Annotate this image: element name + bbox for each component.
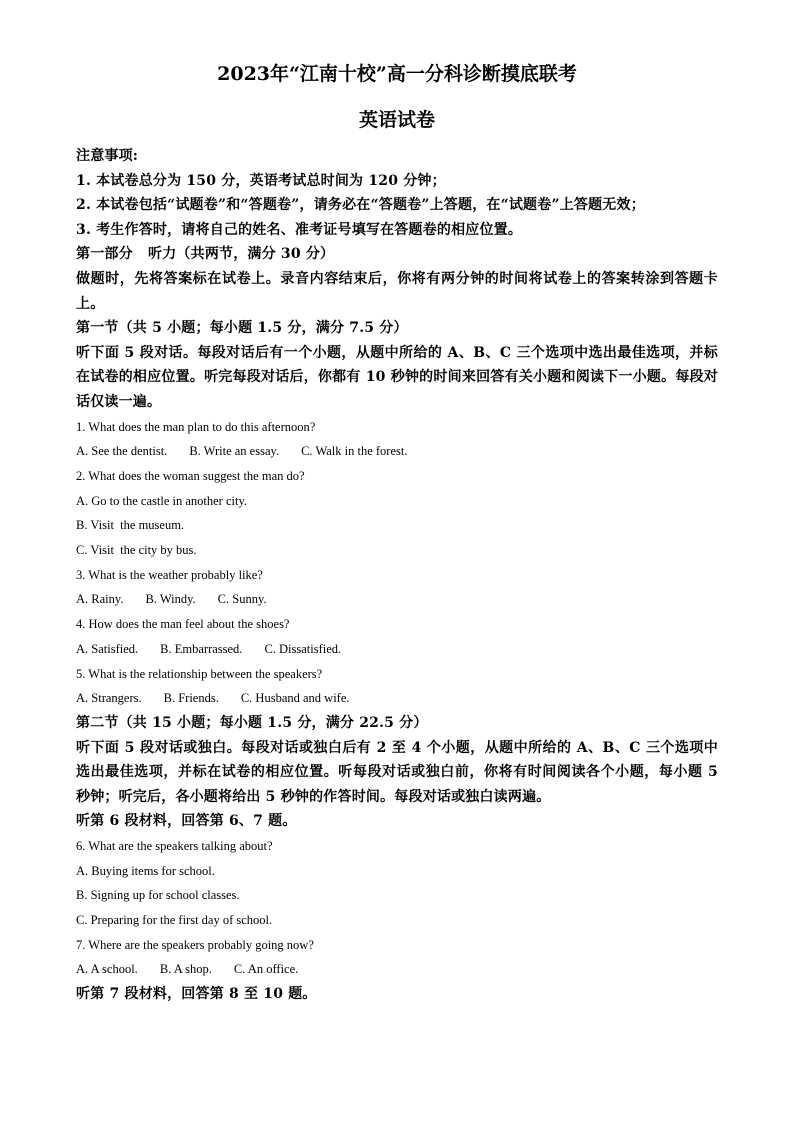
material-6-heading: 听第 6 段材料，回答第 6、7 题。 bbox=[76, 813, 297, 830]
notice-item-1: 1. 本试卷总分为 150 分，英语考试总时间为 120 分钟； bbox=[76, 172, 446, 189]
question-1: 1. What does the man plan to do this afternoon? bbox=[76, 419, 316, 434]
section1-instruction: 听下面 5 段对话。每段对话后有一个小题，从题中所给的 A、B、C 三个选项中选出最佳选项，并标在试卷的相应位置。听完每段对话后，你都有 10 秒钟的时间来回答有关小题和阅读下一小题。每段对话仅读一遍。 bbox=[76, 344, 718, 410]
option-a: A. Rainy. bbox=[76, 592, 124, 607]
question-4-options bbox=[76, 637, 718, 662]
question-6: 6. What are the speakers talking about? bbox=[76, 838, 273, 853]
question-5: 5. What is the relationship between the speakers? bbox=[76, 666, 323, 681]
notice-heading: 注意事项: bbox=[76, 148, 139, 164]
section2-instruction: 听下面 5 段对话或独白。每段对话或独白后有 2 至 4 个小题，从题中所给的 A、B、C 三个选项中选出最佳选项，并标在试卷的相应位置。听每段对话或独白前，你将有时间阅读各个小题，每小题 5 秒钟；听完后，各小题将给出 5 秒钟的作答时间。每段对话或独白读两遍。 bbox=[76, 739, 718, 805]
option-b: B. Write an essay. bbox=[189, 444, 280, 459]
section1-heading: 第一节（共 5 小题；每小题 1.5 分，满分 7.5 分） bbox=[76, 320, 408, 337]
option-c: C. Preparing for the first day of school. bbox=[76, 913, 273, 928]
option-b: B. Visit the museum. bbox=[76, 518, 185, 533]
option-a: A. Satisfied. bbox=[76, 641, 139, 656]
option-b: B. Embarrassed. bbox=[160, 641, 243, 656]
notice-item-3: 3. 考生作答时，请将自己的姓名、准考证号填写在答题卷的相应位置。 bbox=[76, 221, 523, 238]
exam-page bbox=[76, 62, 718, 1007]
option-a: A. See the dentist. bbox=[76, 444, 168, 459]
option-c: C. Walk in the forest. bbox=[301, 444, 408, 459]
question-1-options bbox=[76, 439, 718, 464]
option-b: B. Friends. bbox=[163, 691, 219, 706]
option-b: B. Signing up for school classes. bbox=[76, 888, 240, 903]
notice-item-2: 2. 本试卷包括“试题卷”和“答题卷”，请务必在“答题卷”上答题，在“试题卷”上答题无效； bbox=[76, 197, 645, 214]
part1-instruction: 做题时，先将答案标在试卷上。录音内容结束后，你将有两分钟的时间将试卷上的答案转涂到答题卡上。 bbox=[76, 270, 718, 312]
exam-subtitle: 英语试卷 bbox=[358, 109, 435, 131]
option-b: B. Windy. bbox=[145, 592, 196, 607]
option-a: A. A school. bbox=[76, 962, 138, 977]
question-5-options bbox=[76, 686, 718, 711]
option-c: C. Husband and wife. bbox=[240, 691, 350, 706]
option-b: B. A shop. bbox=[159, 962, 212, 977]
option-c: C. Visit the city by bus. bbox=[76, 543, 197, 558]
option-a: A. Strangers. bbox=[76, 691, 142, 706]
material-7-heading: 听第 7 段材料，回答第 8 至 10 题。 bbox=[76, 986, 317, 1003]
question-3: 3. What is the weather probably like? bbox=[76, 567, 263, 582]
question-7: 7. Where are the speakers probably going now? bbox=[76, 937, 314, 952]
part1-heading: 第一部分 听力（共两节，满分 30 分） bbox=[76, 246, 335, 263]
option-c: C. Dissatisfied. bbox=[264, 641, 342, 656]
option-a: A. Buying items for school. bbox=[76, 863, 215, 878]
question-2: 2. What does the woman suggest the man do? bbox=[76, 468, 305, 483]
option-a: A. Go to the castle in another city. bbox=[76, 493, 248, 508]
question-3-options bbox=[76, 587, 718, 612]
section2-heading: 第二节（共 15 小题；每小题 1.5 分，满分 22.5 分） bbox=[76, 714, 428, 731]
option-c: C. Sunny. bbox=[217, 592, 267, 607]
option-c: C. An office. bbox=[233, 962, 299, 977]
question-4: 4. How does the man feel about the shoes? bbox=[76, 617, 290, 632]
question-7-options bbox=[76, 957, 718, 982]
exam-title: 2023年“江南十校”高一分科诊断摸底联考 bbox=[217, 63, 577, 85]
